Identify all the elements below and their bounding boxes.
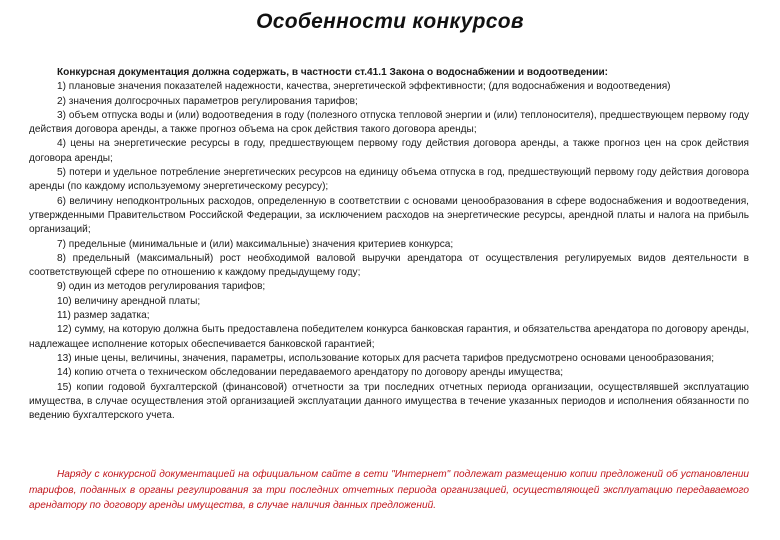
list-item-15: 15) копии годовой бухгалтерской (финансовой) отчетности за три последних отчетных периода организации, осуществлявшей эксплуатацию имущества, в случае осуществления этой организацией эксплуатации данного имущества в течение указанных периодов и исполнения обязанности по ведению бухгалтерского учета. — [29, 381, 749, 422]
list-item-11: 11) размер задатка; — [57, 310, 150, 322]
list-item-4: 4) цены на энергетические ресурсы в году, предшествующем первому году действия договора аренды, а также прогноз цен на срок действия договора аренды; — [29, 138, 749, 164]
list-item-13: 13) иные цены, величины, значения, параметры, использование которых для расчета тарифов предусмотрено основами ценообразования; — [57, 352, 715, 364]
list-item-1: 1) плановые значения показателей надежности, качества, энергетической эффективности; (для водоснабжения и водоотведения) — [57, 81, 671, 93]
document-body — [29, 66, 749, 423]
slide-title: Особенности конкурсов — [256, 10, 524, 33]
list-item-5: 5) потери и удельное потребление энергетических ресурсов на единицу объема отпуска в год, предшествующий первому году действия договора аренды (по каждому используемому энергетическому ресурсу); — [29, 167, 749, 193]
list-item-2: 2) значения долгосрочных параметров регулирования тарифов; — [57, 95, 358, 107]
list-item-7: 7) предельные (минимальные и (или) максимальные) значения критериев конкурса; — [57, 238, 454, 250]
list-item-12: 12) сумму, на которую должна быть предоставлена победителем конкурса банковская гарантия, и обязательства арендатора по договору аренды, надлежащее исполнение которых обеспечивается банковской гарантией; — [29, 324, 749, 350]
note-paragraph: Наряду с конкурсной документацией на официальном сайте в сети "Интернет" подлежат размещению копии предложений об установлении тарифов, поданных в органы регулирования за три последних отчетных периода организацией, осуществляющей эксплуатацию передаваемого арендатору по договору аренды имущества, в случае наличия данных предложений. — [29, 469, 749, 511]
list-item-9: 9) один из методов регулирования тарифов; — [57, 281, 266, 293]
note-block — [29, 467, 749, 514]
list-item-10: 10) величину арендной платы; — [57, 295, 201, 307]
list-item-6: 6) величину неподконтрольных расходов, определенную в соответствии с основами ценообразования в сфере водоснабжения и водоотведения, утвержденными Правительством Российской Федерации, за исключением расходов на энергетические ресурсы, арендной платы и налога на прибыль организаций; — [29, 195, 749, 236]
list-item-14: 14) копию отчета о техническом обследовании передаваемого арендатору по договору аренды имущества; — [57, 367, 564, 379]
lead-paragraph: Конкурсная документация должна содержать, в частности ст.41.1 Закона о водоснабжении и водоотведении: — [57, 67, 609, 78]
list-item-8: 8) предельный (максимальный) рост необходимой валовой выручки арендатора от осуществления регулируемых видов деятельности в соответствующей сфере по отношению к каждому предыдущему году; — [29, 252, 749, 279]
list-item-3: 3) объем отпуска воды и (или) водоотведения в году (полезного отпуска тепловой энергии и (или) теплоносителя), предшествующем первому году действия договора аренды, а также прогноз объема на срок действия такого договора аренды; — [29, 109, 749, 136]
